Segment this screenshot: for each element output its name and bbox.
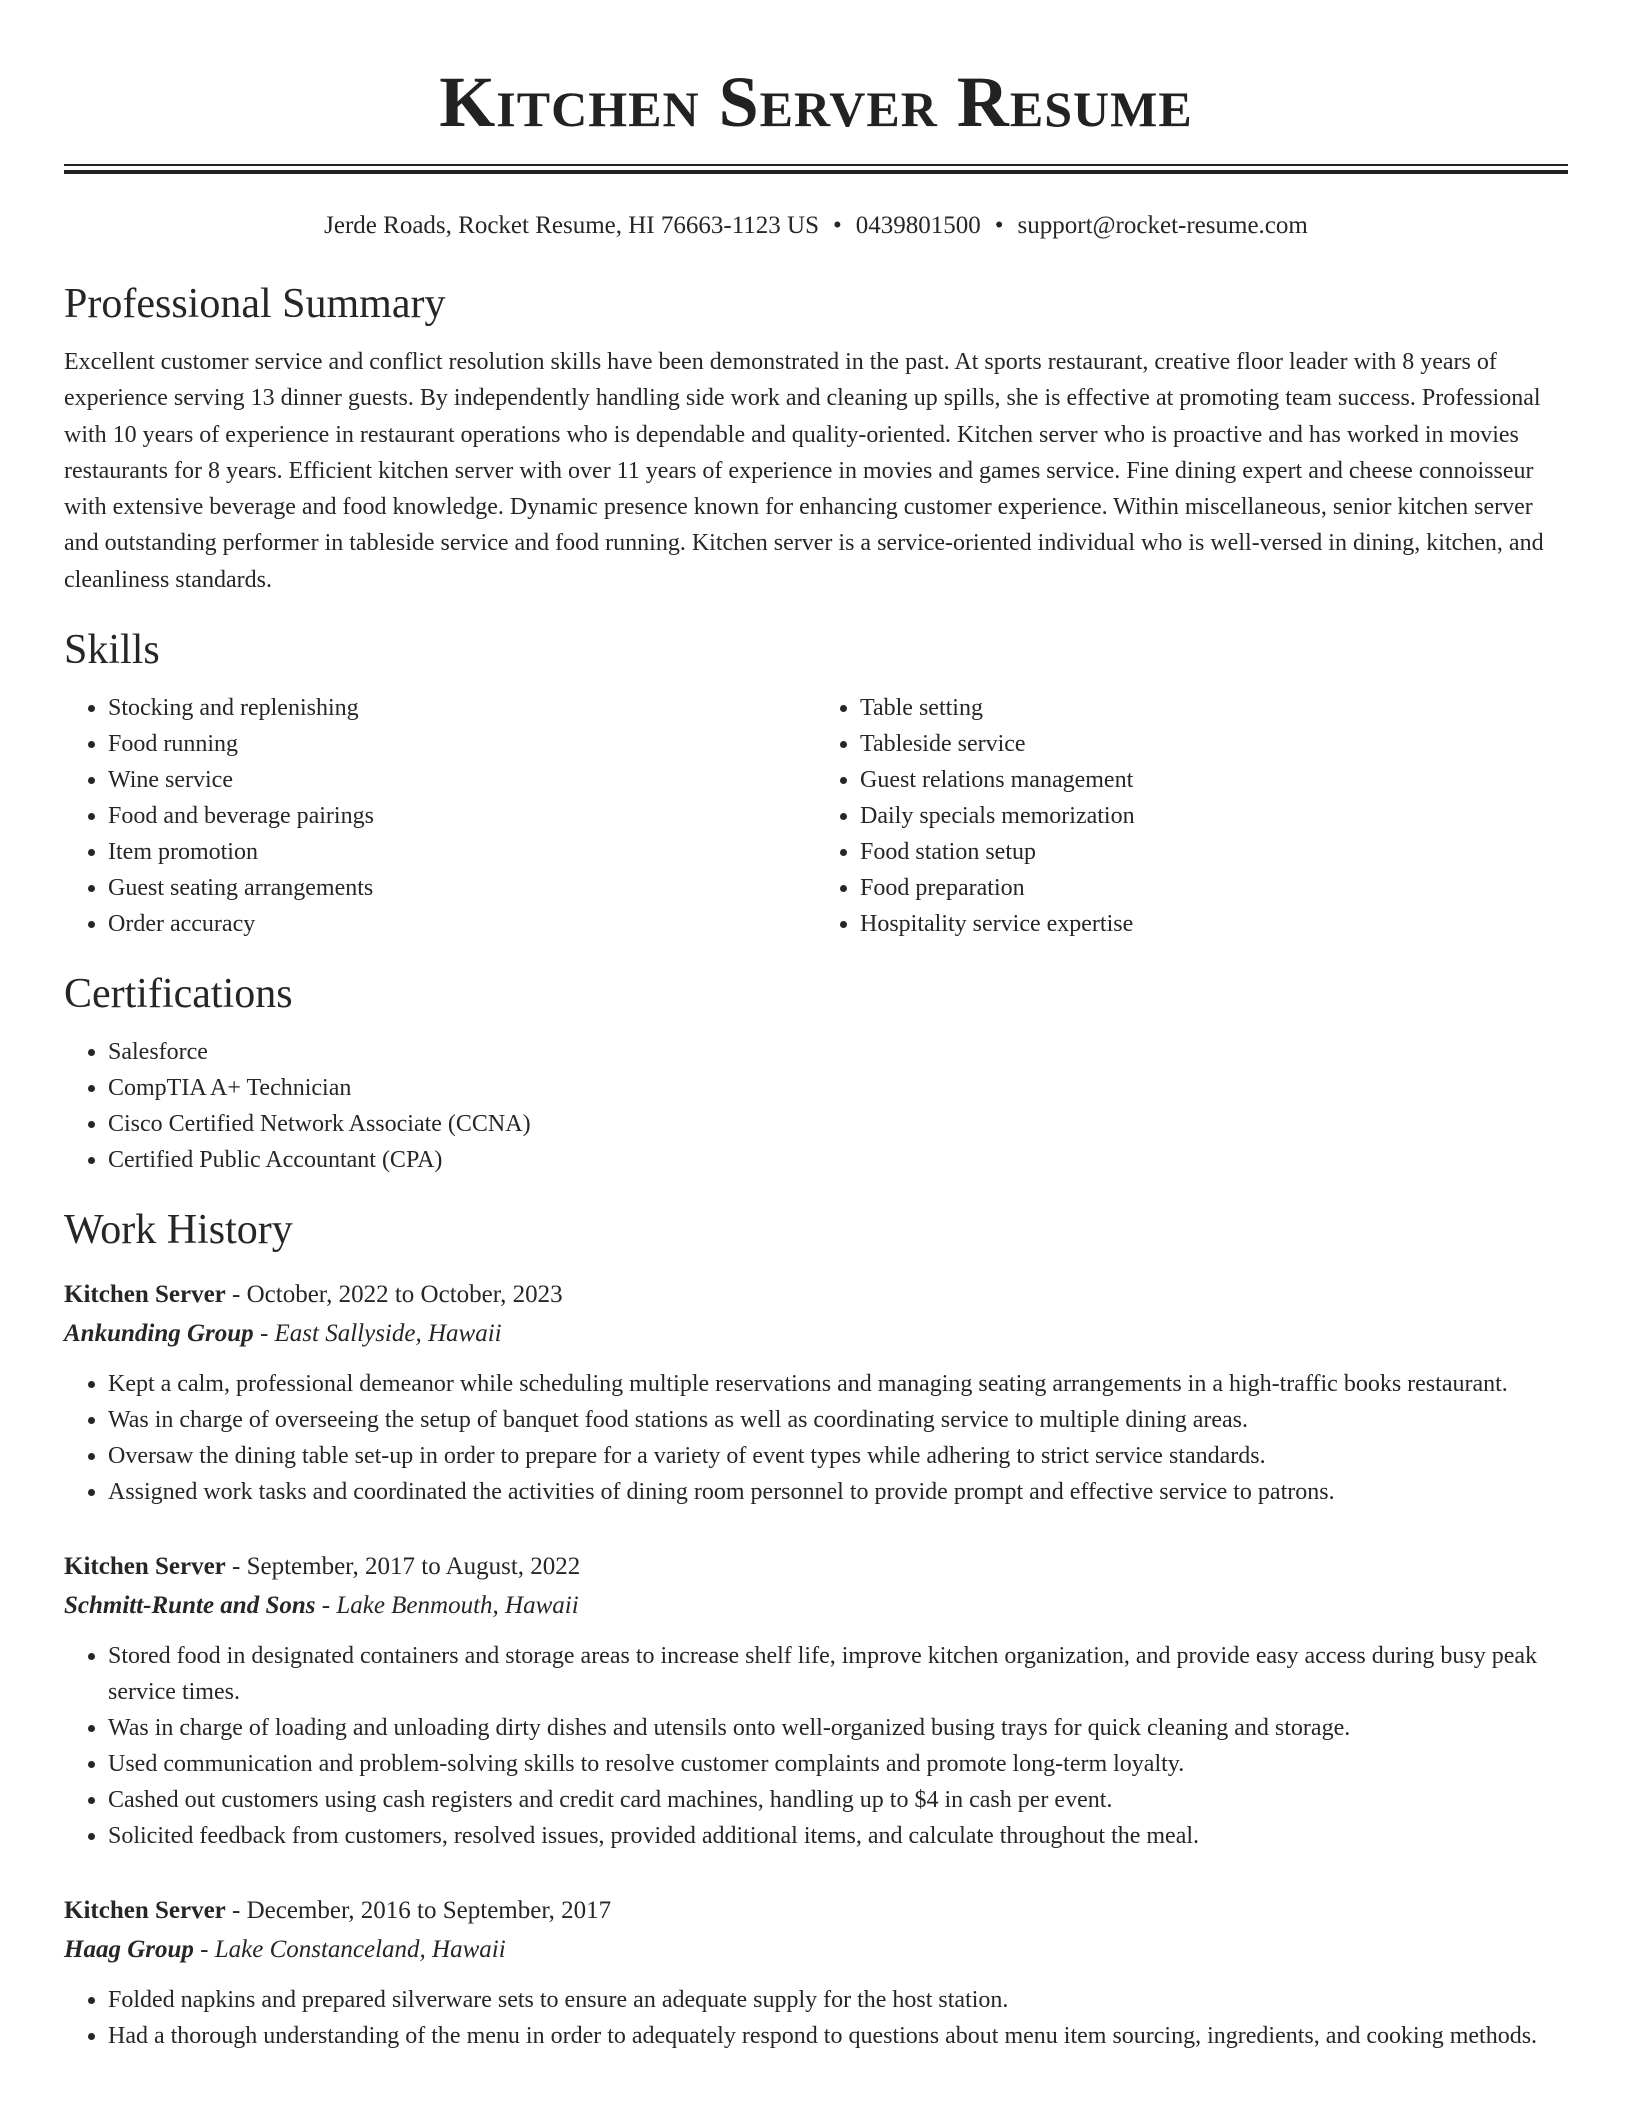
section-heading: Skills (64, 627, 160, 674)
job-duty: • Cashed out customers using cash registers and credit card machines, handling up to $4 in cash per event. (108, 1782, 1568, 1818)
job-duty: • Was in charge of loading and unloading dirty dishes and utensils onto well-organized busing trays for quick cleaning and storage. (108, 1710, 1568, 1746)
job-title-line: Kitchen Server - December, 2016 to September, 2017 (64, 1897, 612, 1925)
contact-phone: 0439801500 (855, 212, 981, 239)
resume-page (64, 0, 1568, 2054)
work-history-section (64, 1204, 1568, 2054)
certification-item: • CompTIA A+ Technician (108, 1070, 1568, 1106)
job-duties-list (64, 1366, 1568, 1510)
job-duty: • Had a thorough understanding of the menu in order to adequately respond to questions about menu item sourcing, ingredients, and cooking methods. (108, 2018, 1568, 2054)
skills-grid (64, 690, 1568, 942)
job-company-line: Haag Group - Lake Constanceland, Hawaii (64, 1936, 506, 1964)
certification-item: • Certified Public Accountant (CPA) (108, 1142, 1568, 1178)
skill-item: • Food running (108, 726, 816, 762)
professional-summary-section (64, 278, 1568, 598)
job-title-line: Kitchen Server - September, 2017 to August, 2022 (64, 1553, 581, 1581)
job-dates: September, 2017 to August, 2022 (246, 1553, 581, 1581)
job-dates: December, 2016 to September, 2017 (246, 1897, 612, 1925)
skill-item: • Tableside service (860, 726, 1568, 762)
job-entry (64, 1892, 1568, 2054)
skill-item: • Table setting (860, 690, 1568, 726)
section-heading: Professional Summary (64, 281, 446, 327)
contact-email: support@rocket-resume.com (1017, 212, 1308, 239)
job-dates: October, 2022 to October, 2023 (246, 1281, 563, 1309)
certifications-list (64, 1034, 1568, 1178)
skill-item: • Item promotion (108, 834, 816, 870)
job-company-line: Schmitt-Runte and Sons - Lake Benmouth, Hawaii (64, 1592, 579, 1620)
job-duties-list (64, 1982, 1568, 2054)
job-duty: • Oversaw the dining table set-up in order to prepare for a variety of event types while adhering to strict service standards. (108, 1438, 1568, 1474)
job-duty: • Stored food in designated containers and storage areas to increase shelf life, improve kitchen organization, and provide easy access during busy peak service times. (108, 1638, 1568, 1710)
skills-list-right (816, 690, 1568, 942)
certification-item: • Cisco Certified Network Associate (CCNA) (108, 1106, 1568, 1142)
job-duty: • Assigned work tasks and coordinated the activities of dining room personnel to provide prompt and effective service to patrons. (108, 1474, 1568, 1510)
skill-item: • Stocking and replenishing (108, 690, 816, 726)
skill-item: • Guest relations management (860, 762, 1568, 798)
title-divider (64, 164, 1568, 174)
job-company: Ankunding Group (64, 1320, 254, 1348)
job-location: Lake Benmouth, Hawaii (336, 1592, 579, 1620)
skill-item: • Food and beverage pairings (108, 798, 816, 834)
skill-item: • Order accuracy (108, 906, 816, 942)
skills-list-left (64, 690, 816, 942)
job-role: Kitchen Server (64, 1281, 226, 1309)
job-location: East Sallyside, Hawaii (274, 1320, 502, 1348)
job-company: Haag Group (64, 1936, 194, 1964)
job-entry (64, 1276, 1568, 1510)
skill-item: • Food station setup (860, 834, 1568, 870)
skill-item: • Wine service (108, 762, 816, 798)
section-heading: Certifications (64, 971, 293, 1018)
contact-separator: • (994, 212, 1004, 239)
contact-separator: • (833, 212, 842, 239)
job-duty: • Was in charge of overseeing the setup of banquet food stations as well as coordinating service to multiple dining areas. (108, 1402, 1568, 1438)
job-company-line: Ankunding Group - East Sallyside, Hawaii (64, 1320, 502, 1348)
job-duty: • Solicited feedback from customers, resolved issues, provided additional items, and calculate throughout the meal. (108, 1818, 1568, 1854)
job-location: Lake Constanceland, Hawaii (214, 1936, 506, 1964)
certifications-section (64, 968, 1568, 1178)
skills-section (64, 624, 1568, 942)
skill-item: • Hospitality service expertise (860, 906, 1568, 942)
job-duty: • Used communication and problem-solving skills to resolve customer complaints and promote long-term loyalty. (108, 1746, 1568, 1782)
job-company: Schmitt-Runte and Sons (64, 1592, 316, 1620)
job-role: Kitchen Server (64, 1897, 226, 1925)
certification-item: • Salesforce (108, 1034, 1568, 1070)
skill-item: • Daily specials memorization (860, 798, 1568, 834)
skill-item: • Guest seating arrangements (108, 870, 816, 906)
job-title-line: Kitchen Server - October, 2022 to October, 2023 (64, 1281, 563, 1309)
skill-item: • Food preparation (860, 870, 1568, 906)
job-duty: • Kept a calm, professional demeanor while scheduling multiple reservations and managing seating arrangements in a high-traffic books restaurant. (108, 1366, 1568, 1402)
job-entry (64, 1548, 1568, 1854)
job-duties-list (64, 1638, 1568, 1854)
section-heading: Work History (64, 1207, 293, 1254)
job-role: Kitchen Server (64, 1553, 226, 1581)
summary-text: Excellent customer service and conflict resolution skills have been demonstrated in the past. At sports restaurant, creative floor leader with 8 years of experience serving 13 dinner guests. By independently handling side work and cleaning up spills, she is effective at promoting team success. Professional with 10 years of experience in restaurant operations who is dependable and quality-oriented. Kitchen server who is proactive and has worked in movies restaurants for 8 years. Efficient kitchen server with over 11 years of experience in movies and games service. Fine dining expert and cheese connoisseur with extensive beverage and food knowledge. Dynamic presence known for enhancing customer experience. Within miscellaneous, senior kitchen server and outstanding performer in tableside service and food running. Kitchen server is a service-oriented individual who is well-versed in dining, kitchen, and cleanliness standards. (64, 349, 1544, 593)
contact-address: Jerde Roads, Rocket Resume, HI 76663-1123 US (324, 212, 819, 239)
contact-line (64, 210, 1568, 242)
job-duty: • Folded napkins and prepared silverware sets to ensure an adequate supply for the host station. (108, 1982, 1568, 2018)
resume-title: Kitchen Server Resume (439, 62, 1193, 142)
